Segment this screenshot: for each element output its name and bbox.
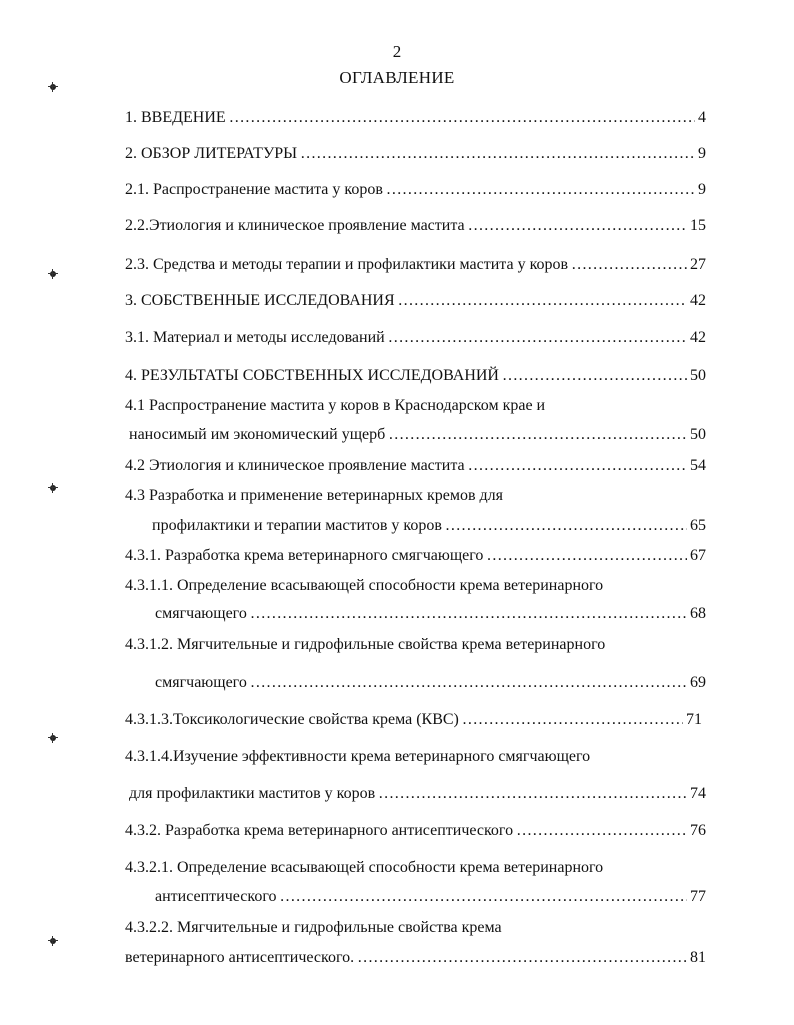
toc-entry: наносимый им экономический ущерб ………………………………………………………………………………………………………………………………………………………… 50 — [129, 425, 706, 445]
toc-entry-line1: 4.3 Разработка и применение ветеринарных кремов для — [125, 487, 504, 504]
toc-entry: смягчающего ………………………………………………………………………………………………………………………………………………………… 69 — [155, 673, 706, 693]
toc-entry: 1. ВВЕДЕНИЕ ………………………………………………………………………………………………………………………………………………………… 4 — [125, 108, 706, 128]
toc-entry: 4. РЕЗУЛЬТАТЫ СОБСТВЕННЫХ ИССЛЕДОВАНИЙ ………………………………………………………………………………………………………………………………………………………… 50 — [125, 366, 706, 386]
toc-entry-line1: 4.3.2.2. Мягчительные и гидрофильные свойства крема — [125, 919, 502, 936]
toc-entry: 4.3.2. Разработка крема ветеринарного антисептического ………………………………………………………………………………………………………………………………………………………… 76 — [125, 821, 706, 841]
toc-entry: 4.3.1. Разработка крема ветеринарного смягчающего ………………………………………………………………………………………………………………………………………………………… 67 — [125, 546, 706, 566]
toc-entry: 3. СОБСТВЕННЫЕ ИССЛЕДОВАНИЯ ………………………………………………………………………………………………………………………………………………………… 42 — [125, 291, 706, 311]
toc-entry-line1: 4.1 Распространение мастита у коров в Краснодарском крае и — [125, 397, 546, 414]
toc-entry: 3.1. Материал и методы исследований ………………………………………………………………………………………………………………………………………………………… 42 — [125, 328, 706, 348]
margin-mark — [50, 735, 56, 741]
toc-entry: 2. ОБЗОР ЛИТЕРАТУРЫ ………………………………………………………………………………………………………………………………………………………… 9 — [125, 144, 706, 164]
toc-entry-line1: 4.3.2.1. Определение всасывающей способности крема ветеринарного — [125, 859, 604, 876]
toc-entry: 4.2 Этиология и клиническое проявление мастита ………………………………………………………………………………………………………………………………………………………… 54 — [125, 456, 706, 476]
margin-mark — [50, 84, 56, 90]
toc-entry: смягчающего ………………………………………………………………………………………………………………………………………………………… 68 — [155, 604, 706, 624]
toc-entry: ветеринарного антисептического. ………………………………………………………………………………………………………………………………………………………… 81 — [125, 948, 706, 968]
toc-entry: для профилактики маститов у коров ………………………………………………………………………………………………………………………………………………………… 74 — [129, 784, 706, 804]
page-number: 2 — [392, 42, 402, 61]
toc-title: ОГЛАВЛЕНИЕ — [339, 68, 455, 87]
toc-entry-line1: 4.3.1.2. Мягчительные и гидрофильные свойства крема ветеринарного — [125, 636, 606, 653]
toc-entry: 2.1. Распространение мастита у коров ………………………………………………………………………………………………………………………………………………………… 9 — [125, 180, 706, 200]
margin-mark — [50, 938, 56, 944]
margin-mark — [50, 271, 56, 277]
toc-entry-line1: 4.3.1.1. Определение всасывающей способности крема ветеринарного — [125, 577, 604, 594]
toc-entry-line1: 4.3.1.4.Изучение эффективности крема ветеринарного смягчающего — [125, 748, 591, 765]
margin-mark — [50, 485, 56, 491]
toc-entry: антисептического ………………………………………………………………………………………………………………………………………………………… 77 — [155, 887, 706, 907]
toc-entry: 2.2.Этиология и клиническое проявление мастита ………………………………………………………………………………………………………………………………………………………… 15 — [125, 216, 706, 236]
toc-entry: профилактики и терапии маститов у коров ………………………………………………………………………………………………………………………………………………………… 65 — [152, 516, 706, 536]
toc-entry: 4.3.1.3.Токсикологические свойства крема (КВС) ………………………………………………………………………………………………………………………………………………………… 71 — [125, 710, 702, 730]
toc-entry: 2.3. Средства и методы терапии и профилактики мастита у коров ………………………………………………………………………………………………………………………………………………………… 27 — [125, 255, 706, 275]
